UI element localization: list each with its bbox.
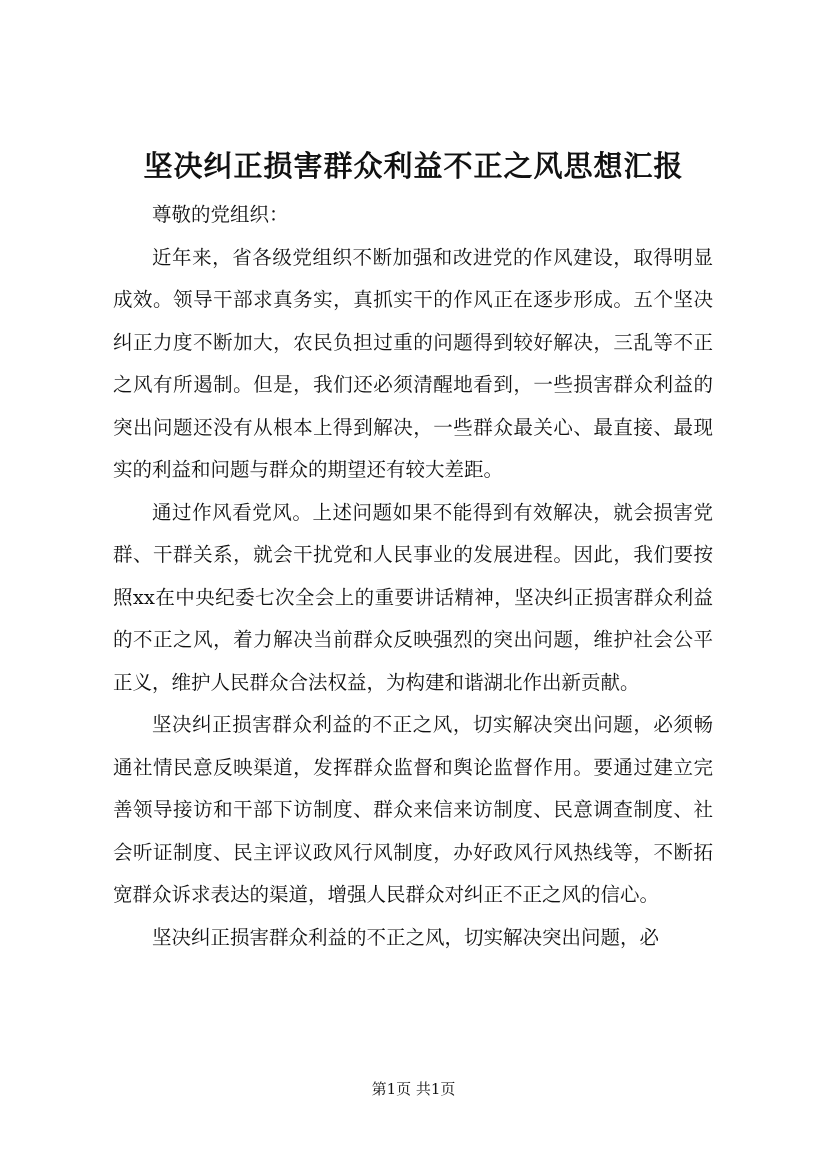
paragraph: 坚决纠正损害群众利益的不正之风，切实解决突出问题，必 xyxy=(152,925,660,949)
document-body xyxy=(113,194,713,959)
salutation: 尊敬的党组织： xyxy=(152,203,289,226)
page-footer: 第1页 共1页 xyxy=(371,1080,456,1098)
document-title: 坚决纠正损害群众利益不正之风思想汇报 xyxy=(143,149,684,183)
paragraph: 近年来，省各级党组织不断加强和改进党的作风建设，取得明显成效。领导干部求真务实，真抓实干的作风正在逐步形成。五个坚决纠正力度不断加大，农民负担过重的问题得到较好解决，三乱等不正之风有所遏制。但是，我们还必须清醒地看到，一些损害群众利益的突出问题还没有从根本上得到解决，一些群众最关心、最直接、最现实的利益和问题与群众的期望还有较大差距。 xyxy=(113,245,713,481)
paragraph: 坚决纠正损害群众利益的不正之风，切实解决突出问题，必须畅通社情民意反映渠道，发挥群众监督和舆论监督作用。要通过建立完善领导接访和干部下访制度、群众来信来访制度、民意调查制度、社会听证制度、民主评议政风行风制度，办好政风行风热线等，不断拓宽群众诉求表达的渠道，增强人民群众对纠正不正之风的信心。 xyxy=(113,713,713,906)
paragraph: 通过作风看党风。上述问题如果不能得到有效解决，就会损害党群、干群关系，就会干扰党和人民事业的发展进程。因此，我们要按照xx在中央纪委七次全会上的重要讲话精神，坚决纠正损害群众利益的不正之风，着力解决当前群众反映强烈的突出问题，维护社会公平正义，维护人民群众合法权益，为构建和谐湖北作出新贡献。 xyxy=(113,500,713,694)
